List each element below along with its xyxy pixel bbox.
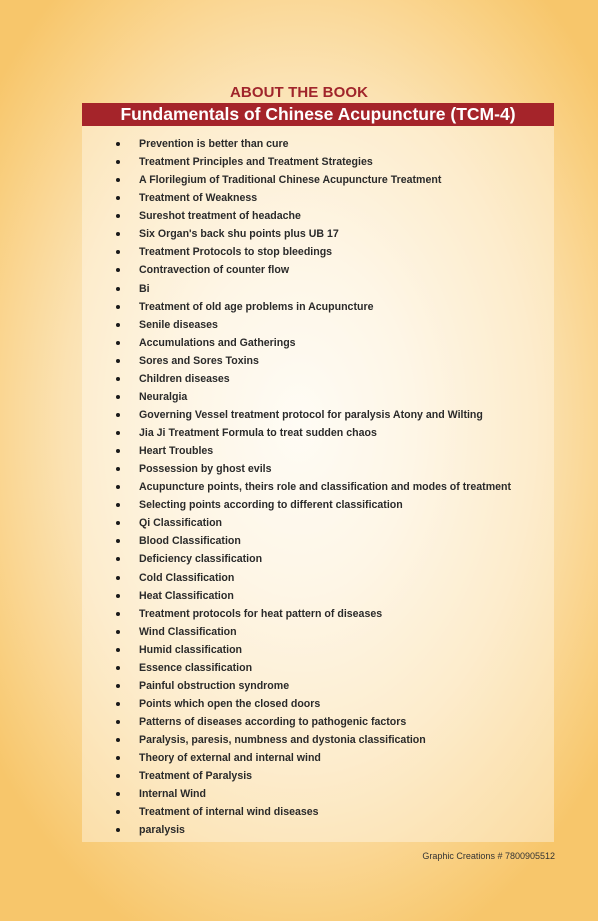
list-item: Internal Wind xyxy=(82,785,554,803)
book-title: Fundamentals of Chinese Acupuncture (TCM-4) xyxy=(120,104,516,124)
topics-panel xyxy=(82,126,554,842)
list-item: Senile diseases xyxy=(82,316,554,334)
list-item: Patterns of diseases according to pathogenic factors xyxy=(82,713,554,731)
list-item: Cold Classification xyxy=(82,569,554,587)
list-item: Selecting points according to different classification xyxy=(82,496,554,514)
list-item: Paralysis, paresis, numbness and dystonia classification xyxy=(82,731,554,749)
list-item: Theory of external and internal wind xyxy=(82,749,554,767)
list-item: Essence classification xyxy=(82,659,554,677)
list-item: Sureshot treatment of headache xyxy=(82,207,554,225)
list-item: Humid classification xyxy=(82,641,554,659)
list-item: Treatment of old age problems in Acupuncture xyxy=(82,298,554,316)
list-item: Treatment of Paralysis xyxy=(82,767,554,785)
list-item: Treatment of Weakness xyxy=(82,189,554,207)
topics-list xyxy=(82,135,554,839)
section-heading: ABOUT THE BOOK xyxy=(229,84,369,101)
list-item: Children diseases xyxy=(82,370,554,388)
list-item: Bi xyxy=(82,280,554,298)
list-item: Heart Troubles xyxy=(82,442,554,460)
list-item: A Florilegium of Traditional Chinese Acupuncture Treatment xyxy=(82,171,554,189)
book-title-banner xyxy=(82,103,554,126)
list-item: Heat Classification xyxy=(82,587,554,605)
list-item: Deficiency classification xyxy=(82,550,554,568)
footer-credit: Graphic Creations # 7800905512 xyxy=(422,851,555,861)
list-item: paralysis xyxy=(82,821,554,839)
list-item: Treatment of internal wind diseases xyxy=(82,803,554,821)
list-item: Acupuncture points, theirs role and classification and modes of treatment xyxy=(82,478,554,496)
list-item: Accumulations and Gatherings xyxy=(82,334,554,352)
list-item: Treatment Protocols to stop bleedings xyxy=(82,243,554,261)
list-item: Treatment protocols for heat pattern of diseases xyxy=(82,605,554,623)
list-item: Six Organ's back shu points plus UB 17 xyxy=(82,225,554,243)
list-item: Points which open the closed doors xyxy=(82,695,554,713)
list-item: Possession by ghost evils xyxy=(82,460,554,478)
list-item: Painful obstruction syndrome xyxy=(82,677,554,695)
list-item: Jia Ji Treatment Formula to treat sudden chaos xyxy=(82,424,554,442)
list-item: Sores and Sores Toxins xyxy=(82,352,554,370)
list-item: Wind Classification xyxy=(82,623,554,641)
list-item: Contravection of counter flow xyxy=(82,261,554,279)
list-item: Governing Vessel treatment protocol for paralysis Atony and Wilting xyxy=(82,406,554,424)
list-item: Blood Classification xyxy=(82,532,554,550)
list-item: Prevention is better than cure xyxy=(82,135,554,153)
list-item: Neuralgia xyxy=(82,388,554,406)
list-item: Treatment Principles and Treatment Strategies xyxy=(82,153,554,171)
list-item: Qi Classification xyxy=(82,514,554,532)
